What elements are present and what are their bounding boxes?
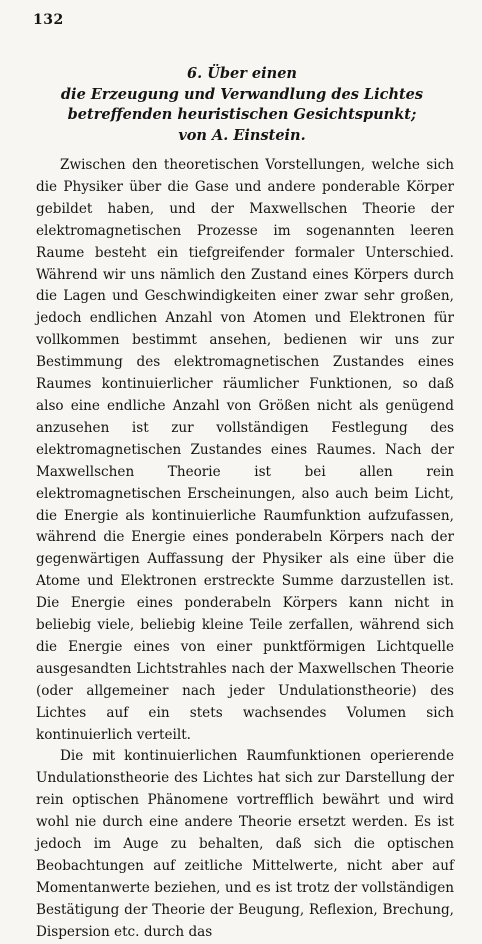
paragraph-2: Die mit kontinuierlichen Raumfunktionen operierende Undulationstheorie des Lichtes hat sich zur Darstellung der rein optischen Phänomene vortrefflich bewährt und wird wohl nie durch eine andere Theorie ersetzt werden. Es ist jedoch im Auge zu behalten, daß sich die optischen Beobachtungen auf zeitliche Mittelwerte, nicht aber auf Momentanwerte beziehen, und es ist trotz der vollständigen Bestätigung der Theorie der Beugung, Reflexion, Brechung, Dispersion etc. durch das	[36, 748, 454, 940]
article-title	[30, 64, 454, 146]
page-number: 132	[33, 12, 64, 28]
paragraph-1: Zwischen den theoretischen Vorstellungen, welche sich die Physiker über die Gase und andere ponderable Körper gebildet haben, und der Maxwellschen Theorie der elektromagnetischen Prozesse im sogenannten leeren Raume besteht ein tiefgreifender formaler Unterschied. Während wir uns nämlich den Zustand eines Körpers durch die Lagen und Geschwindigkeiten einer zwar sehr großen, jedoch endlichen Anzahl von Atomen und Elektronen für vollkommen bestimmt ansehen, bedienen wir uns zur Bestimmung des elektromagnetischen Zustandes eines Raumes kontinuierlicher räumlicher Funktionen, so daß also eine endliche Anzahl von Größen nicht als genügend anzusehen ist zur vollständigen Festlegung des elektromagnetischen Zustandes eines Raumes. Nach der Maxwellschen Theorie ist bei allen rein elektromagnetischen Erscheinungen, also auch beim Licht, die Energie als kontinuierliche Raumfunktion aufzufassen, während die Energie eines ponderabeln Körpers nach der gegenwärtigen Auffassung der Physiker als eine über die Atome und Elektronen erstreckte Summe darzustellen ist. Die Energie eines ponderabeln Körpers kann nicht in beliebig viele, beliebig kleine Teile zerfallen, während sich die Energie eines von einer punktförmigen Lichtquelle ausgesandten Lichtstrahles nach der Maxwellschen Theorie (oder allgemeiner nach jeder Undulationstheorie) des Lichtes auf ein stets wachsendes Volumen sich kontinuierlich verteilt.	[36, 157, 454, 743]
article-body	[36, 155, 454, 944]
title-line-1: 6. Über einen	[187, 65, 297, 82]
title-line-3: betreffenden heuristischen Gesichtspunkt;	[67, 106, 417, 123]
title-line-2: die Erzeugung und Verwandlung des Lichtes	[60, 85, 424, 103]
title-line-4: von A. Einstein.	[178, 126, 306, 144]
